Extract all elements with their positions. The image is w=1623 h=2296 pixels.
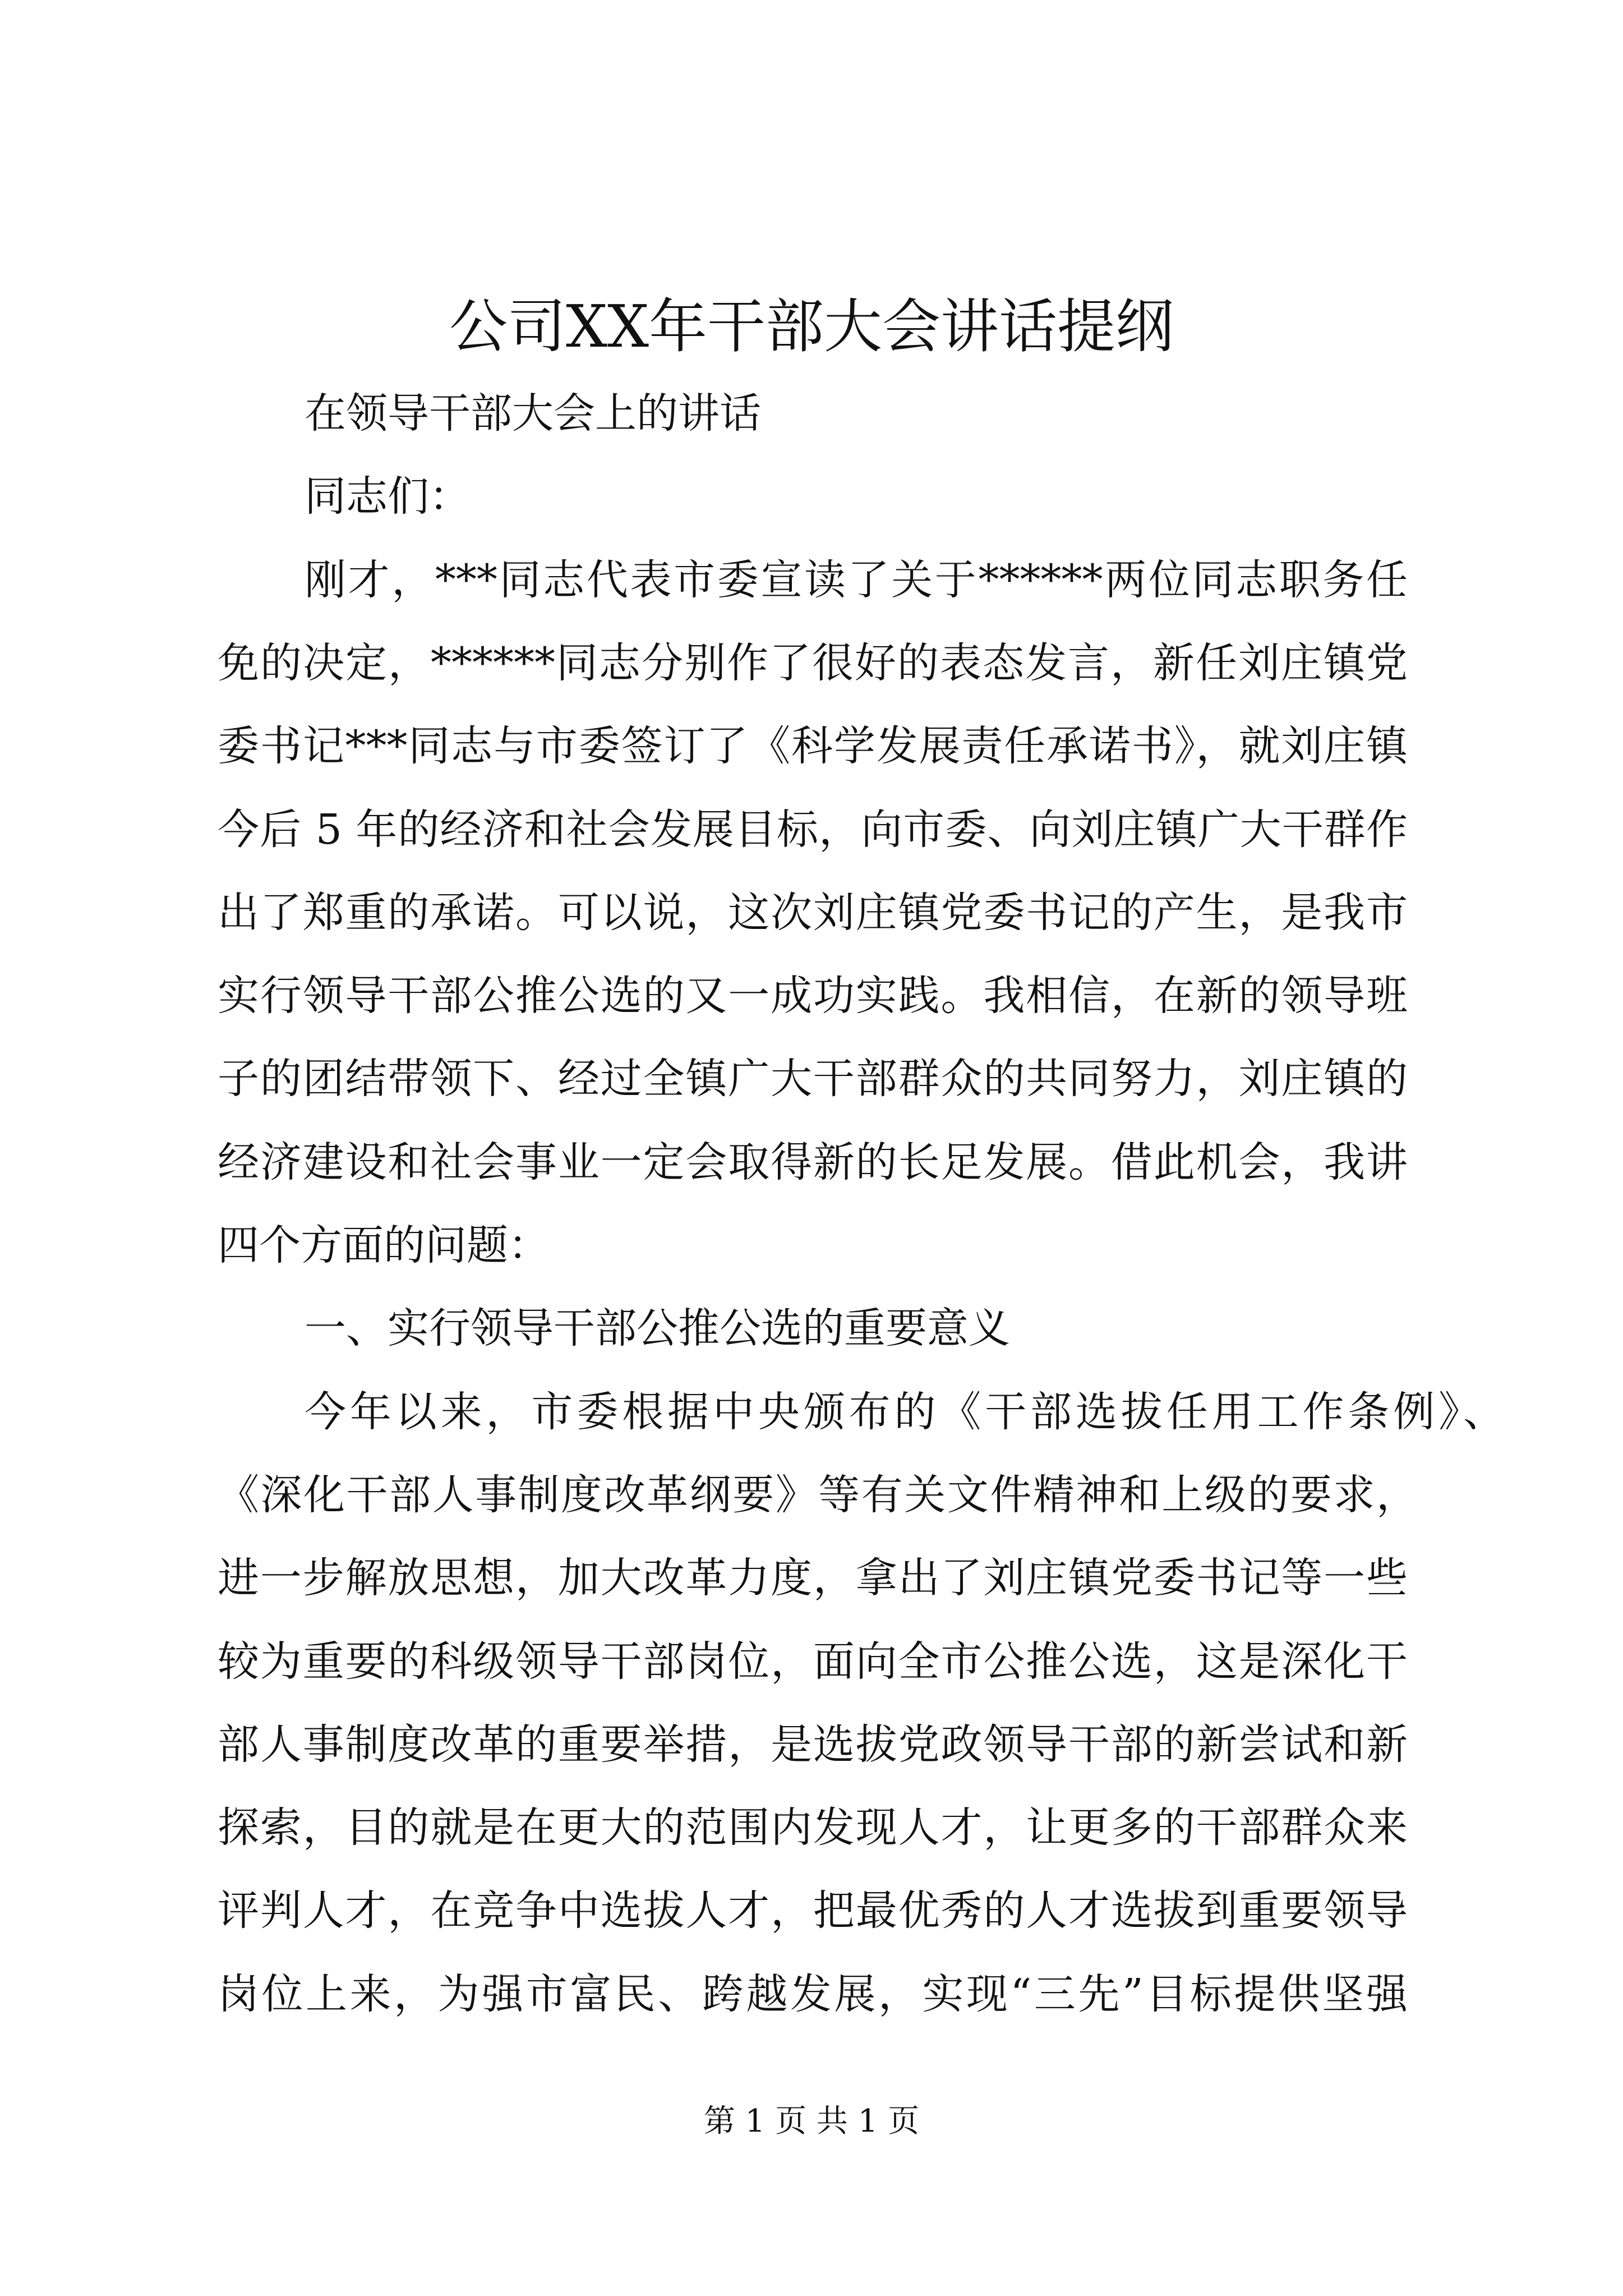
body-text-line: 四个方面的问题： (218, 1221, 550, 1269)
body-text-line: 进一步解放思想，加大改革力度，拿出了刘庄镇党委书记等一些 (218, 1554, 1408, 1602)
body-text-line: 较为重要的科级领导干部岗位，面向全市公推公选，这是深化干 (218, 1637, 1408, 1686)
body-text-line: 实行领导干部公推公选的又一成功实践。我相信，在新的领导班 (218, 972, 1408, 1020)
body-text-line: 部人事制度改革的重要举措，是选拔党政领导干部的新尝试和新 (218, 1720, 1408, 1769)
body-text-line: 一、实行领导干部公推公选的重要意义 (305, 1304, 1010, 1352)
document-title: 公司XX年干部大会讲话提纲 (449, 292, 1174, 361)
page-number-footer: 第 1 页 共 1 页 (703, 2103, 920, 2139)
body-text-line: 刚才，***同志代表市委宣读了关于******两位同志职务任 (305, 556, 1408, 604)
body-text-line: 免的决定，******同志分别作了很好的表态发言，新任刘庄镇党 (218, 639, 1408, 687)
body-text-line: 评判人才，在竞争中选拔人才，把最优秀的人才选拔到重要领导 (218, 1887, 1408, 1935)
body-text-line: 在领导干部大会上的讲话 (305, 389, 761, 438)
body-text-line: 出了郑重的承诺。可以说，这次刘庄镇党委书记的产生，是我市 (218, 889, 1408, 937)
body-text-line: 今后 5 年的经济和社会发展目标，向市委、向刘庄镇广大干群作 (218, 806, 1408, 854)
body-text-line: 岗位上来，为强市富民、跨越发展，实现“三先”目标提供坚强 (218, 1970, 1408, 2018)
body-text-line: 《深化干部人事制度改革纲要》等有关文件精神和上级的要求， (218, 1471, 1418, 1519)
body-text-line: 委书记***同志与市委签订了《科学发展责任承诺书》，就刘庄镇 (218, 722, 1408, 770)
body-text-line: 经济建设和社会事业一定会取得新的长足发展。借此机会，我讲 (218, 1138, 1408, 1186)
body-text-line: 探索，目的就是在更大的范围内发现人才，让更多的干部群众来 (218, 1803, 1408, 1852)
body-text-line: 子的团结带领下、经过全镇广大干部群众的共同努力，刘庄镇的 (218, 1055, 1408, 1103)
body-text-line: 同志们： (305, 472, 471, 521)
body-text-line: 今年以来，市委根据中央颁布的《干部选拔任用工作条例》、 (305, 1388, 1505, 1436)
